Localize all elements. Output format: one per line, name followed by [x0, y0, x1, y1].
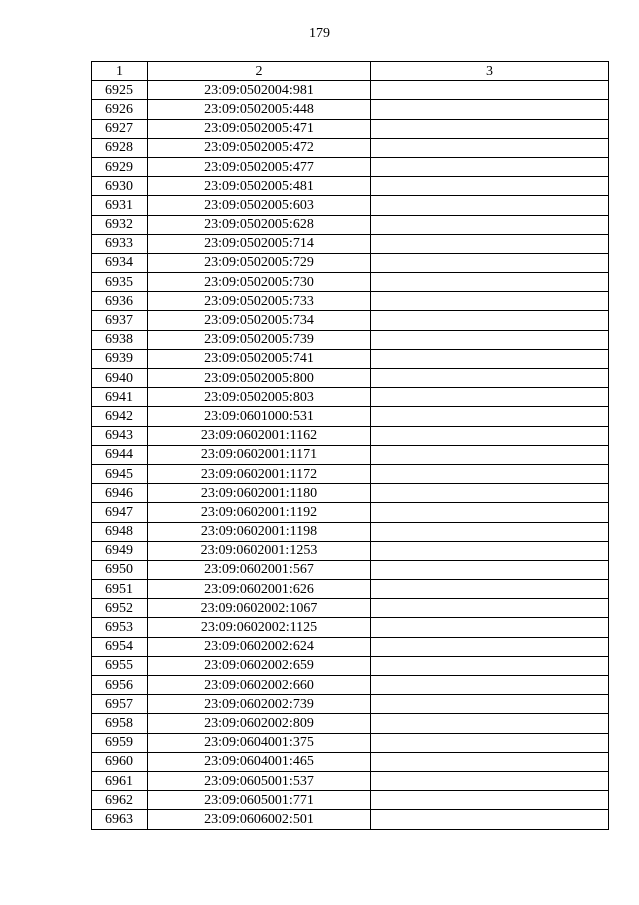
table-row [92, 215, 609, 234]
note-cell [371, 676, 609, 695]
column-header-2: 2 [148, 62, 371, 81]
table-row [92, 407, 609, 426]
row-number-cell: 6935 [92, 273, 148, 292]
note-cell [371, 656, 609, 675]
note-cell [371, 714, 609, 733]
note-cell [371, 177, 609, 196]
row-number-cell: 6958 [92, 714, 148, 733]
note-cell [371, 157, 609, 176]
table-row [92, 177, 609, 196]
note-cell [371, 330, 609, 349]
note-cell [371, 503, 609, 522]
table-row [92, 349, 609, 368]
row-number-cell: 6931 [92, 196, 148, 215]
table-row [92, 426, 609, 445]
row-number-cell: 6951 [92, 580, 148, 599]
row-number-cell: 6943 [92, 426, 148, 445]
cadastral-number-cell: 23:09:0502005:603 [148, 196, 371, 215]
note-cell [371, 426, 609, 445]
row-number-cell: 6928 [92, 138, 148, 157]
cadastral-number-cell: 23:09:0502005:734 [148, 311, 371, 330]
table-row [92, 714, 609, 733]
row-number-cell: 6934 [92, 253, 148, 272]
table-row [92, 695, 609, 714]
row-number-cell: 6942 [92, 407, 148, 426]
column-header-1: 1 [92, 62, 148, 81]
table-row [92, 234, 609, 253]
cadastral-number-cell: 23:09:0602001:1253 [148, 541, 371, 560]
note-cell [371, 100, 609, 119]
table-row [92, 771, 609, 790]
row-number-cell: 6949 [92, 541, 148, 560]
table-row [92, 522, 609, 541]
cadastral-number-cell: 23:09:0605001:537 [148, 771, 371, 790]
note-cell [371, 215, 609, 234]
cadastral-number-cell: 23:09:0602002:809 [148, 714, 371, 733]
row-number-cell: 6944 [92, 445, 148, 464]
note-cell [371, 253, 609, 272]
row-number-cell: 6950 [92, 560, 148, 579]
row-number-cell: 6940 [92, 369, 148, 388]
cadastral-number-cell: 23:09:0502005:477 [148, 157, 371, 176]
cadastral-number-cell: 23:09:0602002:660 [148, 676, 371, 695]
note-cell [371, 311, 609, 330]
note-cell [371, 560, 609, 579]
note-cell [371, 464, 609, 483]
cadastral-number-cell: 23:09:0602001:1198 [148, 522, 371, 541]
table-row [92, 752, 609, 771]
note-cell [371, 637, 609, 656]
note-cell [371, 234, 609, 253]
column-header-3: 3 [371, 62, 609, 81]
cadastral-number-cell: 23:09:0502005:730 [148, 273, 371, 292]
cadastral-number-cell: 23:09:0602001:1180 [148, 484, 371, 503]
cadastral-number-cell: 23:09:0502005:471 [148, 119, 371, 138]
row-number-cell: 6962 [92, 791, 148, 810]
note-cell [371, 695, 609, 714]
table-row [92, 464, 609, 483]
table-row [92, 503, 609, 522]
cadastral-number-cell: 23:09:0602001:1171 [148, 445, 371, 464]
row-number-cell: 6945 [92, 464, 148, 483]
cadastral-number-cell: 23:09:0602002:1067 [148, 599, 371, 618]
row-number-cell: 6960 [92, 752, 148, 771]
table-row [92, 138, 609, 157]
cadastral-number-cell: 23:09:0606002:501 [148, 810, 371, 829]
cadastral-number-cell: 23:09:0502005:741 [148, 349, 371, 368]
cadastral-number-cell: 23:09:0502005:472 [148, 138, 371, 157]
row-number-cell: 6948 [92, 522, 148, 541]
table-row [92, 330, 609, 349]
cadastral-number-cell: 23:09:0502005:733 [148, 292, 371, 311]
table-row [92, 388, 609, 407]
table-row [92, 676, 609, 695]
table-row [92, 292, 609, 311]
table-row [92, 484, 609, 503]
cadastral-number-cell: 23:09:0602001:1162 [148, 426, 371, 445]
note-cell [371, 580, 609, 599]
cadastral-number-cell: 23:09:0602002:739 [148, 695, 371, 714]
table-row [92, 618, 609, 637]
cadastral-number-cell: 23:09:0601000:531 [148, 407, 371, 426]
cadastral-number-cell: 23:09:0602001:1172 [148, 464, 371, 483]
table-row [92, 560, 609, 579]
cadastral-number-cell: 23:09:0502004:981 [148, 81, 371, 100]
row-number-cell: 6953 [92, 618, 148, 637]
row-number-cell: 6961 [92, 771, 148, 790]
row-number-cell: 6930 [92, 177, 148, 196]
row-number-cell: 6927 [92, 119, 148, 138]
row-number-cell: 6963 [92, 810, 148, 829]
table-row [92, 599, 609, 618]
note-cell [371, 484, 609, 503]
note-cell [371, 810, 609, 829]
table-row [92, 81, 609, 100]
cadastral-number-cell: 23:09:0502005:800 [148, 369, 371, 388]
table-row [92, 253, 609, 272]
header-row [92, 62, 609, 81]
table-row [92, 196, 609, 215]
row-number-cell: 6954 [92, 637, 148, 656]
note-cell [371, 599, 609, 618]
note-cell [371, 138, 609, 157]
row-number-cell: 6939 [92, 349, 148, 368]
cadastral-number-cell: 23:09:0502005:739 [148, 330, 371, 349]
row-number-cell: 6938 [92, 330, 148, 349]
cadastral-number-cell: 23:09:0602002:1125 [148, 618, 371, 637]
cadastral-number-cell: 23:09:0604001:375 [148, 733, 371, 752]
note-cell [371, 752, 609, 771]
note-cell [371, 369, 609, 388]
cadastral-number-cell: 23:09:0605001:771 [148, 791, 371, 810]
cadastral-number-cell: 23:09:0502005:481 [148, 177, 371, 196]
row-number-cell: 6957 [92, 695, 148, 714]
cadastral-number-cell: 23:09:0602002:659 [148, 656, 371, 675]
cadastral-number-cell: 23:09:0502005:714 [148, 234, 371, 253]
table-row [92, 445, 609, 464]
table-body [92, 81, 609, 829]
table-row [92, 369, 609, 388]
table-row [92, 791, 609, 810]
cadastral-number-cell: 23:09:0604001:465 [148, 752, 371, 771]
table-row [92, 311, 609, 330]
table-row [92, 580, 609, 599]
note-cell [371, 407, 609, 426]
note-cell [371, 196, 609, 215]
table-row [92, 810, 609, 829]
cadastral-number-cell: 23:09:0602001:1192 [148, 503, 371, 522]
row-number-cell: 6936 [92, 292, 148, 311]
note-cell [371, 771, 609, 790]
cadastral-number-cell: 23:09:0602002:624 [148, 637, 371, 656]
registry-table [91, 61, 609, 830]
row-number-cell: 6925 [92, 81, 148, 100]
note-cell [371, 119, 609, 138]
note-cell [371, 733, 609, 752]
row-number-cell: 6937 [92, 311, 148, 330]
cadastral-number-cell: 23:09:0602001:626 [148, 580, 371, 599]
cadastral-number-cell: 23:09:0502005:448 [148, 100, 371, 119]
cadastral-number-cell: 23:09:0602001:567 [148, 560, 371, 579]
note-cell [371, 522, 609, 541]
row-number-cell: 6941 [92, 388, 148, 407]
table-row [92, 656, 609, 675]
row-number-cell: 6952 [92, 599, 148, 618]
cadastral-number-cell: 23:09:0502005:628 [148, 215, 371, 234]
row-number-cell: 6947 [92, 503, 148, 522]
table-row [92, 119, 609, 138]
row-number-cell: 6933 [92, 234, 148, 253]
note-cell [371, 791, 609, 810]
row-number-cell: 6932 [92, 215, 148, 234]
note-cell [371, 349, 609, 368]
table-row [92, 733, 609, 752]
row-number-cell: 6959 [92, 733, 148, 752]
row-number-cell: 6955 [92, 656, 148, 675]
note-cell [371, 273, 609, 292]
note-cell [371, 445, 609, 464]
cadastral-number-cell: 23:09:0502005:803 [148, 388, 371, 407]
cadastral-number-cell: 23:09:0502005:729 [148, 253, 371, 272]
note-cell [371, 292, 609, 311]
row-number-cell: 6926 [92, 100, 148, 119]
table-row [92, 100, 609, 119]
note-cell [371, 81, 609, 100]
table-row [92, 637, 609, 656]
row-number-cell: 6929 [92, 157, 148, 176]
table-row [92, 273, 609, 292]
table-header [92, 62, 609, 81]
page-number: 179 [309, 26, 330, 41]
note-cell [371, 388, 609, 407]
row-number-cell: 6956 [92, 676, 148, 695]
table-row [92, 157, 609, 176]
note-cell [371, 541, 609, 560]
note-cell [371, 618, 609, 637]
table-row [92, 541, 609, 560]
row-number-cell: 6946 [92, 484, 148, 503]
